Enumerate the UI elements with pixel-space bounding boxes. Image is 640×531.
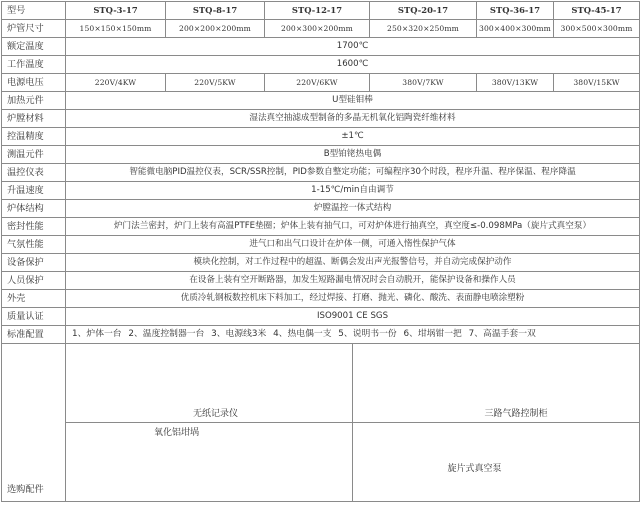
size-cell: 300×400×300mm [477,20,554,38]
power-cell: 380V/13KW [477,74,554,92]
row-spec [2,200,640,218]
model-cell: STQ-45-17 [554,2,640,20]
model-cell: STQ-36-17 [477,2,554,20]
row-spec [2,92,640,110]
row-value: 炉门法兰密封，炉门上装有高温PTFE垫圈；炉体上装有抽气口，可对炉体进行抽真空，真空度≤-0.098MPa（旋片式真空泵） [66,218,640,236]
row-label: 炉膛材料 [2,110,66,128]
size-cell: 200×200×200mm [166,20,265,38]
row-rated-temp [2,38,640,56]
row-label: 炉体结构 [2,200,66,218]
row-spec [2,110,640,128]
row-spec [2,254,640,272]
size-cell: 200×300×200mm [265,20,370,38]
option-cell [66,423,353,502]
row-value: 1700℃ [66,38,640,56]
row-value: 炉膛温控一体式结构 [66,200,640,218]
option-item: 无纸记录仪 [193,409,239,419]
row-label: 人员保护 [2,272,66,290]
option-item: 旋片式真空泵 [447,463,502,474]
row-spec [2,218,640,236]
row-label: 气氛性能 [2,236,66,254]
row-value: 优质冷轧钢板数控机床下料加工，经过焊接、打磨、抛光、磷化、酸洗、表面静电喷涂塑粉 [66,290,640,308]
row-spec [2,272,640,290]
row-options [2,344,640,502]
size-cell: 250×320×250mm [370,20,477,38]
row-label: 密封性能 [2,218,66,236]
row-label: 电源电压 [2,74,66,92]
row-label: 质量认证 [2,308,66,326]
row-value: 模块化控制，对工作过程中的超温、断偶会发出声光报警信号，并自动完成保护动作 [66,254,640,272]
row-value: 进气口和出气口设计在炉体一侧，可通入惰性保护气体 [66,236,640,254]
row-value: 在设备上装有空开断路器，加发生短路漏电情况时会自动脱开，能保护设备和操作人员 [66,272,640,290]
row-value: ±1℃ [66,128,640,146]
row-value: 湿法真空抽滤成型制备的多晶无机氧化铝陶瓷纤维材料 [66,110,640,128]
row-label: 炉管尺寸 [2,20,66,38]
row-standard [2,326,640,344]
row-spec [2,236,640,254]
options-panel [66,344,640,502]
row-label: 选购配件 [2,344,66,502]
row-value: 智能微电脑PID温控仪表，SCR/SSR控制，PID参数自整定功能；可编程序30个时段，程序升温、程序保温、程序降温 [66,164,640,182]
option-cell [66,344,353,423]
row-tube-size [2,20,640,38]
row-label: 加热元件 [2,92,66,110]
row-label: 控温精度 [2,128,66,146]
row-model [2,2,640,20]
row-spec [2,290,640,308]
model-cell: STQ-8-17 [166,2,265,20]
row-label: 测温元件 [2,146,66,164]
model-cell: STQ-20-17 [370,2,477,20]
option-item: 氧化铝坩埚 [154,427,200,438]
size-cell: 150×150×150mm [66,20,166,38]
power-cell: 220V/5KW [166,74,265,92]
row-label: 工作温度 [2,56,66,74]
row-value: B型铂铑热电偶 [66,146,640,164]
row-label: 升温速度 [2,182,66,200]
row-label: 温控仪表 [2,164,66,182]
size-cell: 300×500×300mm [554,20,640,38]
row-value: U型硅钼棒 [66,92,640,110]
power-cell: 380V/7KW [370,74,477,92]
row-value: ISO9001 CE SGS [66,308,640,326]
row-spec [2,128,640,146]
row-label: 设备保护 [2,254,66,272]
power-cell: 380V/15KW [554,74,640,92]
model-cell: STQ-3-17 [66,2,166,20]
standard-config-value: 1、炉体一台 2、温度控制器一台 3、电源线3米 4、热电偶一支 5、说明书一份 6、坩埚钳一把 7、高温手套一双 [66,326,640,344]
row-label: 外壳 [2,290,66,308]
row-spec [2,182,640,200]
option-item: 三路气路控制柜 [484,409,548,419]
row-value: 1-15℃/min自由调节 [66,182,640,200]
row-spec [2,164,640,182]
row-value: 1600℃ [66,56,640,74]
row-label: 额定温度 [2,38,66,56]
option-cell [353,423,640,502]
spec-table [1,1,640,502]
row-work-temp [2,56,640,74]
row-spec [2,146,640,164]
row-power [2,74,640,92]
model-cell: STQ-12-17 [265,2,370,20]
power-cell: 220V/6KW [265,74,370,92]
option-cell [353,344,640,423]
row-label: 型号 [2,2,66,20]
power-cell: 220V/4KW [66,74,166,92]
row-spec [2,308,640,326]
row-label: 标准配置 [2,326,66,344]
